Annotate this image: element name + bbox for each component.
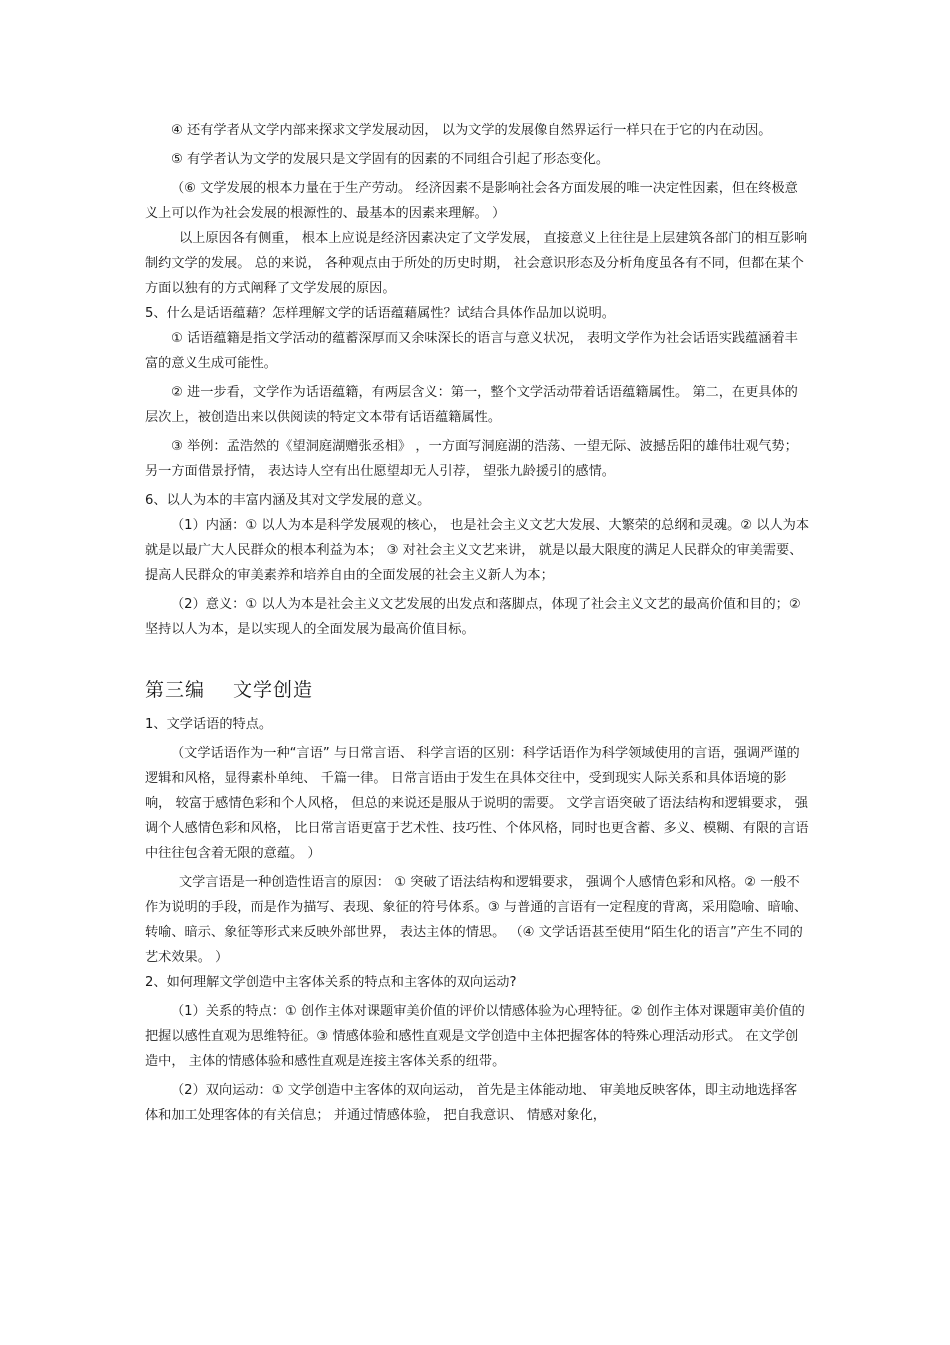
section3-question-1: 1、文学话语的特点。 xyxy=(145,717,273,732)
section-heading xyxy=(145,676,810,704)
section3-question-1-paragraph-1: （文学话语作为一种“言语” 与日常言语、 科学言语的区别：科学话语作为科学领域使用的言语，强调严谨的逻辑和风格，显得素朴单纯、 千篇一律。 日常言语由于发生在具体交往中，受到现实人际关系和具体语境的影响， 较富于感情色彩和个人风格， 但总的来说还是服从于说明的需要。 文学言语突破了语法结构和逻辑要求， 强调个人感情色彩和风格， 比日常言语更富于艺术性、技巧性、个体风格，同时也更含蓄、多义、模糊、有限的言语中往往包含着无限的意蕴。 ） xyxy=(145,746,809,861)
section3-question-1-paragraph-2: 文学言语是一种创造性语言的原因： ① 突破了语法结构和逻辑要求， 强调个人感情色彩和风格。② 一般不作为说明的手段，而是作为描写、表现、象征的符号体系。③ 与普通的言语有一定程度的背离，采用隐喻、暗喻、转喻、暗示、象征等形式来反映外部世界， 表达主体的情思。 （④ 文学话语甚至使用“陌生化的语言”产生不同的艺术效果。 ） xyxy=(145,875,808,965)
paragraph-point-6: （⑥ 文学发展的根本力量在于生产劳动。 经济因素不是影响社会各方面发展的唯一决定性因素，但在终极意义上可以作为社会发展的根源性的、最基本的因素来理解。 ） xyxy=(145,181,798,221)
section3-question-2-answer-1: （1）关系的特点：① 创作主体对课题审美价值的评价以情感体验为心理特征。② 创作主体对课题审美价值的把握以感性直观为思维特征。③ 情感体验和感性直观是文学创造中主体把握客体的特殊心理活动形式。 在文学创造中， 主体的情感体验和感性直观是连接主客体关系的纽带。 xyxy=(145,1004,805,1069)
question-5: 5、什么是话语蕴藉？怎样理解文学的话语蕴藉属性？试结合具体作品加以说明。 xyxy=(145,306,615,321)
question-5-answer-2: ② 进一步看，文学作为话语蕴籍，有两层含义：第一，整个文学活动带着话语蕴籍属性。 第二，在更具体的层次上，被创造出来以供阅读的特定文本带有话语蕴籍属性。 xyxy=(145,385,798,425)
paragraph-summary: 以上原因各有侧重， 根本上应说是经济因素决定了文学发展， 直接意义上往往是上层建筑各部门的相互影响制约文学的发展。 总的来说， 各种观点由于所处的历史时期， 社会意识形态及分析角度虽各有不同，但都在某个方面以独有的方式阐释了文学发展的原因。 xyxy=(145,231,808,296)
question-5-answer-3: ③ 举例：孟浩然的《望洞庭湖赠张丞相》 ，一方面写洞庭湖的浩荡、一望无际、波撼岳阳的雄伟壮观气势； 另一方面借景抒情， 表达诗人空有出仕愿望却无人引荐， 望张九龄援引的感情。 xyxy=(145,439,798,479)
question-6-answer-1: （1）内涵：① 以人为本是科学发展观的核心， 也是社会主义文艺大发展、大繁荣的总纲和灵魂。② 以人为本就是以最广大人民群众的根本利益为本； ③ 对社会主义文艺来讲， 就是以最大限度的满足人民群众的审美需要、 提高人民群众的审美素养和培养自由的全面发展的社会主义新人为本； xyxy=(145,518,810,583)
question-6-answer-2: （2）意义：① 以人为本是社会主义文艺发展的出发点和落脚点，体现了社会主义文艺的最高价值和目的；② 坚持以人为本，是以实现人的全面发展为最高价值目标。 xyxy=(145,597,801,637)
paragraph-point-5: ⑤ 有学者认为文学的发展只是文学固有的因素的不同组合引起了形态变化。 xyxy=(171,152,610,167)
document-body xyxy=(145,118,810,1128)
section-heading-part: 第三编 xyxy=(145,679,206,701)
question-6: 6、以人为本的丰富内涵及其对文学发展的意义。 xyxy=(145,493,431,508)
section3-question-2: 2、如何理解文学创造中主客体关系的特点和主客体的双向运动? xyxy=(145,975,517,990)
question-5-answer-1: ① 话语蕴籍是指文学活动的蕴蓄深厚而又余味深长的语言与意义状况， 表明文学作为社会话语实践蕴涵着丰富的意义生成可能性。 xyxy=(145,331,798,371)
section-heading-title: 文学创造 xyxy=(233,679,314,701)
section3-question-2-answer-2: （2）双向运动：① 文学创造中主客体的双向运动， 首先是主体能动地、 审美地反映客体，即主动地选择客体和加工处理客体的有关信息； 并通过情感体验， 把自我意识、 情感对象化， xyxy=(145,1083,798,1123)
paragraph-point-4: ④ 还有学者从文学内部来探求文学发展动因， 以为文学的发展像自然界运行一样只在于它的内在动因。 xyxy=(171,123,772,138)
